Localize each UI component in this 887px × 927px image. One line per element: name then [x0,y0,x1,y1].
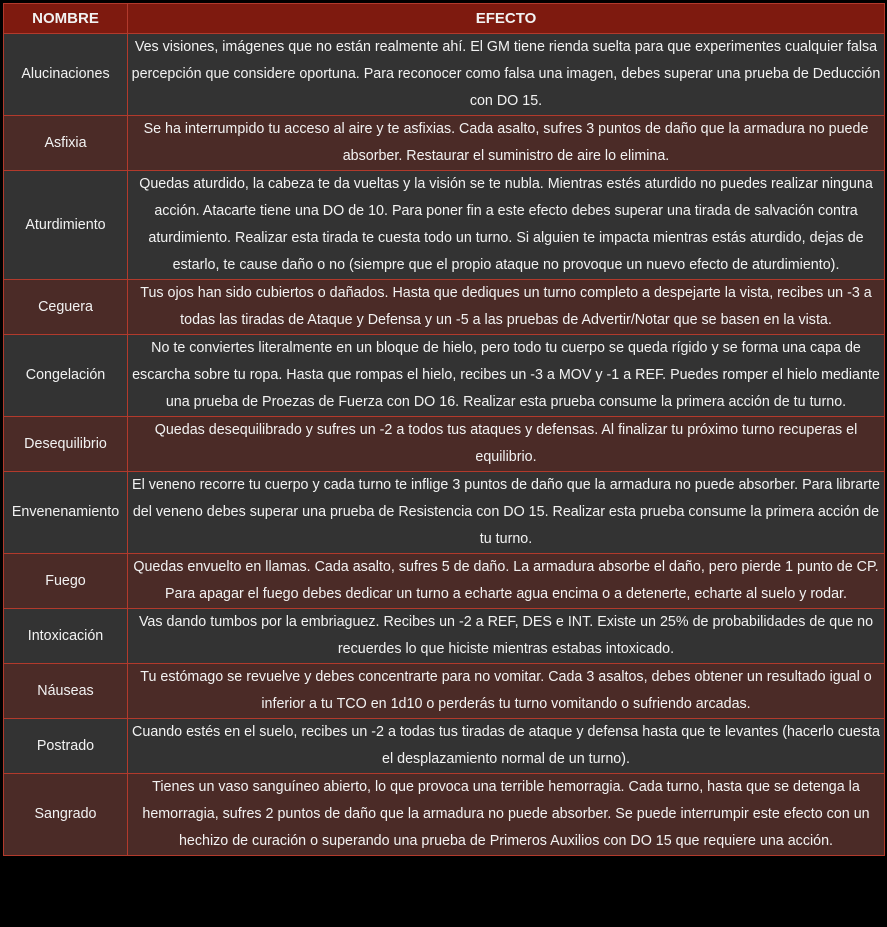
row-effect-cell: El veneno recorre tu cuerpo y cada turno te inflige 3 puntos de daño que la armadura no puede absorber. Para librarte del veneno debes superar una prueba de Resistencia con DO 15. Realizar esta prueba consume la primera acción de tu turno. [128,472,885,554]
table-row [4,664,885,719]
table-row [4,171,885,280]
row-name-cell: Aturdimiento [4,171,128,280]
row-name-cell: Ceguera [4,280,128,335]
table-row [4,335,885,417]
row-name-cell: Congelación [4,335,128,417]
table-row [4,280,885,335]
row-effect-cell: Ves visiones, imágenes que no están realmente ahí. El GM tiene rienda suelta para que experimentes cualquier falsa percepción que considere oportuna. Para reconocer como falsa una imagen, debes superar una prueba de Deducción con DO 15. [128,34,885,116]
row-name-cell: Intoxicación [4,609,128,664]
table-row [4,472,885,554]
header-name: NOMBRE [4,4,128,34]
row-name-cell: Envenenamiento [4,472,128,554]
row-effect-cell: Tienes un vaso sanguíneo abierto, lo que provoca una terrible hemorragia. Cada turno, hasta que se detenga la hemorragia, sufres 2 puntos de daño que la armadura no puede absorber. Se puede interrumpir este efecto con un hechizo de curación o superando una prueba de Primeros Auxilios con DO 15 que requiere una acción. [128,774,885,856]
table-body [4,34,885,856]
table-row [4,34,885,116]
row-name-cell: Postrado [4,719,128,774]
row-effect-cell: No te conviertes literalmente en un bloque de hielo, pero todo tu cuerpo se queda rígido y se forma una capa de escarcha sobre tu ropa. Hasta que rompas el hielo, recibes un -3 a MOV y -1 a REF. Puedes romper el hielo mediante una prueba de Proezas de Fuerza con DO 16. Realizar esta prueba consume la primera acción de tu turno. [128,335,885,417]
row-effect-cell: Cuando estés en el suelo, recibes un -2 a todas tus tiradas de ataque y defensa hasta que te levantes (hacerlo cuesta el desplazamiento normal de un turno). [128,719,885,774]
row-effect-cell: Quedas envuelto en llamas. Cada asalto, sufres 5 de daño. La armadura absorbe el daño, pero pierde 1 punto de CP. Para apagar el fuego debes dedicar un turno a echarte agua encima o a detenerte, echarte al suelo y rodar. [128,554,885,609]
table-row [4,719,885,774]
row-effect-cell: Quedas desequilibrado y sufres un -2 a todos tus ataques y defensas. Al finalizar tu próximo turno recuperas el equilibrio. [128,417,885,472]
table-row [4,554,885,609]
row-name-cell: Asfixia [4,116,128,171]
header-effect: EFECTO [128,4,885,34]
row-name-cell: Alucinaciones [4,34,128,116]
table-row [4,417,885,472]
row-effect-cell: Vas dando tumbos por la embriaguez. Recibes un -2 a REF, DES e INT. Existe un 25% de probabilidades de que no recuerdes lo que hiciste mientras estabas intoxicado. [128,609,885,664]
row-name-cell: Desequilibrio [4,417,128,472]
header-row [4,4,885,34]
status-effects-table [3,3,885,856]
row-effect-cell: Se ha interrumpido tu acceso al aire y te asfixias. Cada asalto, sufres 3 puntos de daño que la armadura no puede absorber. Restaurar el suministro de aire lo elimina. [128,116,885,171]
table-row [4,774,885,856]
row-name-cell: Náuseas [4,664,128,719]
row-name-cell: Fuego [4,554,128,609]
row-effect-cell: Quedas aturdido, la cabeza te da vueltas y la visión se te nubla. Mientras estés aturdido no puedes realizar ninguna acción. Atacarte tiene una DO de 10. Para poner fin a este efecto debes superar una tirada de salvación contra aturdimiento. Realizar esta tirada te cuesta todo un turno. Si alguien te impacta mientras estás aturdido, dejas de estarlo, te cause daño o no (siempre que el propio ataque no provoque un nuevo efecto de aturdimiento). [128,171,885,280]
row-effect-cell: Tu estómago se revuelve y debes concentrarte para no vomitar. Cada 3 asaltos, debes obtener un resultado igual o inferior a tu TCO en 1d10 o perderás tu turno vomitando o sufriendo arcadas. [128,664,885,719]
table-row [4,116,885,171]
table-row [4,609,885,664]
row-name-cell: Sangrado [4,774,128,856]
row-effect-cell: Tus ojos han sido cubiertos o dañados. Hasta que dediques un turno completo a despejarte la vista, recibes un -3 a todas las tiradas de Ataque y Defensa y un -5 a las pruebas de Advertir/Notar que se basen en la vista. [128,280,885,335]
